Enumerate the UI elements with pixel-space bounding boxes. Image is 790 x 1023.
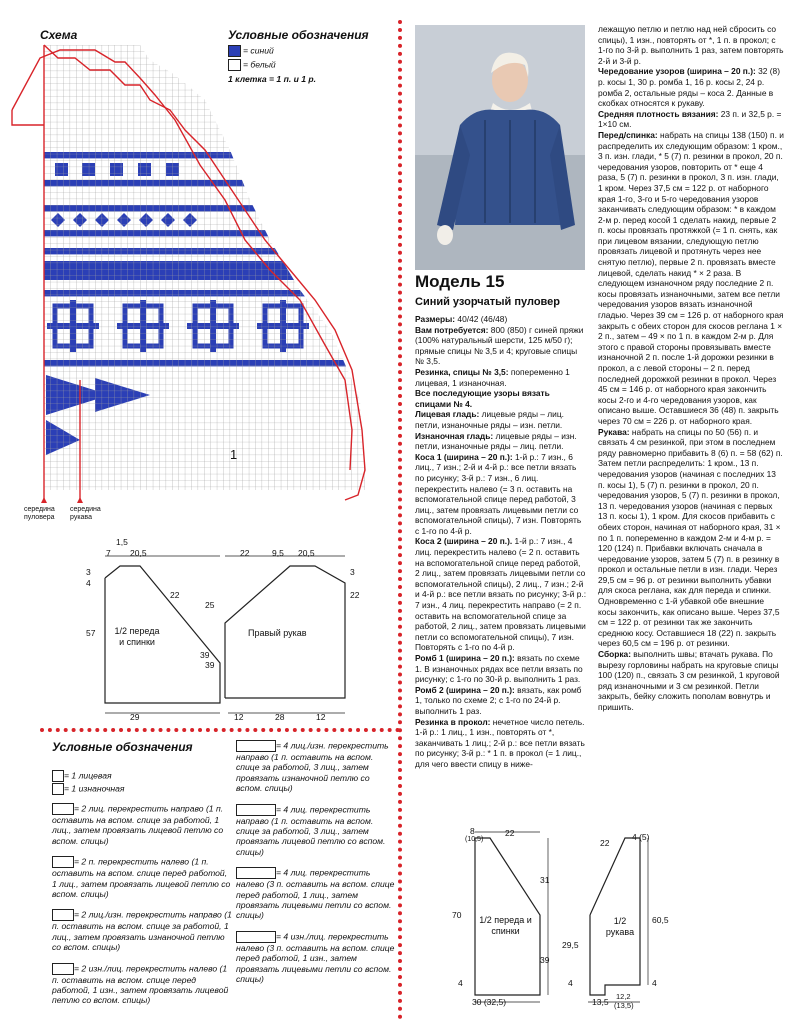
- dim-16: 39: [205, 660, 215, 670]
- col1-paragraph: [415, 431, 587, 452]
- symbols-col-left: [52, 770, 232, 1006]
- symbol-10: = 4 изн./лиц. перекрестить налево (3 п. оставить на вспом. спице перед работой, 1 изн., затем провязать лицевыми петли со вспом. спицы): [236, 931, 395, 985]
- symbol-7: = 4 лиц./изн. перекрестить направо (1 п. оставить на вспом. спице за работой, 3 лиц., затем провязать изнаночной петлю со вспом. спицы): [236, 740, 389, 794]
- dim2-3: 22: [505, 828, 515, 838]
- scheme-legend-title: Условные обозначения: [228, 28, 369, 42]
- dim2-17: 4: [458, 978, 463, 988]
- col2-paragraph-text: набрать на спицы 138 (150) п. и распределить их следующим образом: 1 кром., 3 п. изн. глади, * 5 (7) п. резинки в прокол, 20 п. чередования узоров, повторить от * еще 4 раза, 5 (7) п. резинки в прокол, 3 п. изн. глади, 1 кром. Через 37,5 см = 122 р. от наборного края 1-го, 3-го и 5-го чередования узоров заканчивать следующим образом: * в каждом 2-м р. перед косой 1 сделать накид, первые 2 п. косы провязать протяжкой (= 1 п. снять, как при лицевом вязании, следующую петлю провязать лицевой и протянуть через нее снятую петлю), первые 2 п. провязать вместе лицевой, сделать накид * × 2 раза. В следующем изнаночном ряду последние 2 п. косы провязать изнаночными, затем все петли чередования узоров вязать изнаночной гладью. Через 39 см = 126 р. от наборного края закрыть с обеих сторон для скосов реглана 1 × 2 п., затем – 49 × по 1 п. в каждом 2-м р. Для этого с правой стороны провязывать вместе изнаночной 2 п. после 1-й дорожки резинки в прокол, а с левой стороны – 2 п. перед последней дорожкой резинки в прокол. Через 45 см = 146 р. от наборного края закончить косы 2-го и 4-го чередования узоров, как описано выше. Оставшиеся 36 (48) п. закрыть через 70 см = 226 р. от наборного края.: [598, 129, 784, 426]
- colorwork-chart: [0, 0, 400, 530]
- dim-8: 39: [200, 650, 210, 660]
- right-sleeve-label: Правый рукав: [248, 628, 307, 638]
- dim-6: 22: [170, 590, 180, 600]
- dim2-9: 4 (5): [632, 832, 650, 842]
- col1-paragraph: [415, 388, 587, 409]
- symbol-9: = 4 лиц. перекрестить налево (3 п. оставить на вспом. спице перед работой, 1 лиц., затем провязать лицевыми петли со вспом. спицы): [236, 867, 395, 921]
- dim-19: 12: [316, 712, 326, 722]
- col1-paragraph-heading: Коса 2 (ширина – 20 п.).: [415, 536, 513, 547]
- legend-white: = белый: [243, 59, 276, 70]
- dim-9: 29: [130, 712, 140, 722]
- col2-paragraph: [598, 427, 784, 649]
- col1-paragraph-text: 1-й р.: 7 изн., 4 лиц. перекрестить налево (= 2 п. оставить на вспомогательной спице перед работой, 2 лиц., затем провязать лицевыми петли со вспомогательной спицы), 2 лиц., 7 изн.; 2-й и 4-й р.: все петли вязать по рисунку; 3-й р.: 7 изн., 4 лиц. перекрестить направо (= 2 п. оставить на вспомогательной спице за работой, 2 лиц., затем провязать лицевыми петли со вспомогательной спицы), 7 изн. Повторять с 1-го по 4-й р.: [415, 536, 587, 653]
- dim-4: 3: [86, 567, 91, 577]
- col2-paragraph-heading: Средняя плотность вязания:: [598, 108, 719, 119]
- col1-paragraph-heading: Лицевая гладь:: [415, 409, 480, 420]
- dim2-2: (10,5): [465, 836, 484, 843]
- col1-paragraph-text: 800 (850) г синей пряжи (100% натуральный шерсти, 125 м/50 г); прямые спицы № 3,5 и 4; круговые спицы № 3,5.: [415, 324, 584, 367]
- dim-10: 22: [240, 548, 250, 558]
- dim-15: 22: [350, 590, 360, 600]
- cross-right-symbol-icon: [52, 803, 74, 815]
- col2-paragraph-heading: Чередование узоров (ширина – 20 п.):: [598, 66, 756, 77]
- sleeve-half-label: 1/2 рукава: [605, 916, 635, 937]
- col2-paragraph-heading: Рукава:: [598, 426, 630, 437]
- col2-paragraph-text: выполнить швы; втачать рукава. По вырезу горловины набрать на круговые спицы 100 (120) п., связать 3 см резинкой, 1 круговой ряд изнаночными и 3 см резинкой. Петли закрыть, бейку сложить пополам вовнутрь и пришить.: [598, 649, 780, 712]
- dim-13: 3: [350, 567, 355, 577]
- col1-paragraph-heading: Размеры:: [415, 314, 456, 324]
- vertical-divider: [398, 20, 402, 1020]
- legend-cell: 1 клетка = 1 п. и 1 р.: [228, 74, 317, 84]
- col2-paragraph: [598, 649, 784, 713]
- dim2-6: 39: [540, 955, 550, 965]
- front-half-label-2: 1/2 переда и спинки: [479, 915, 532, 936]
- col1-paragraph-text: вязать по схеме 1. В изнаночных рядах все петли вязать по рисунку; с 1-го по 30-й р. выполнить 1 раз.: [415, 653, 583, 685]
- col2-paragraph-text: лежащую петлю и петлю над ней сбросить со спицы), 1 изн., повторять от *, 1 п. в прокол; с 1-го по 3-й р. выполнить 1 раз, затем повторять 2-й и 3-й р.: [598, 24, 784, 66]
- col1-paragraph: [415, 685, 587, 717]
- scheme-title: Схема: [40, 28, 78, 42]
- horizontal-divider: [40, 728, 400, 732]
- dim-5: 4: [86, 578, 91, 588]
- col1-paragraph-heading: Вам потребуется:: [415, 324, 489, 335]
- symbol-4: = 2 п. перекрестить налево (1 п. оставить на вспом. спице перед работой, 1 лиц., затем провязать лицевой петлю со вспом. спицы): [52, 856, 231, 900]
- col1-paragraph-text: лицевые ряды – лиц. петли, изнаночные ряды – изн. петли.: [415, 409, 564, 430]
- dim-11: 9,5: [272, 548, 284, 558]
- dim2-10: 60,5: [652, 915, 669, 925]
- symbol-5: = 2 лиц./изн. перекрестить направо (1 п. оставить на вспом. спице за работой, 1 лиц., затем провязать изнаночной петлю со вспом. спицы): [52, 909, 232, 953]
- model-photo: [415, 25, 585, 270]
- col1-paragraph-text: вязать, как ромб 1, только по схеме 2; с 1-го по 24-й р. выполнить 1 раз.: [415, 684, 582, 716]
- col1-paragraph-text: попеременно 1 лицевая, 1 изнаночная.: [415, 366, 570, 388]
- dim-14: 25: [205, 600, 215, 610]
- purl-symbol-icon: [52, 783, 64, 795]
- col2-paragraph: [598, 66, 784, 108]
- dim2-16: (13,5): [614, 1001, 634, 1010]
- col1-paragraph-heading: Резинка в прокол:: [415, 716, 491, 727]
- dim2-12: 4: [568, 978, 573, 988]
- dim2-15: 12,2: [616, 992, 631, 1001]
- symbol-6: = 2 изн./лиц. перекрестить налево (1 п. оставить на вспом. спице перед работой, 1 изн., затем провязать лицевой петлю со вспом. спицы): [52, 962, 229, 1006]
- col1-paragraph: [415, 325, 587, 367]
- col1-paragraph: [415, 717, 587, 770]
- col1-paragraph: [415, 314, 587, 325]
- col2-paragraph: [598, 109, 784, 130]
- label-center-sleeve: середина рукава: [70, 506, 101, 521]
- dim2-13: 4: [652, 978, 657, 988]
- col1-paragraph: [415, 367, 587, 388]
- col2-paragraph-text: 23 п. и 32,5 р. = 1×10 см.: [598, 108, 782, 130]
- col1-paragraph-heading: Ромб 1 (ширина – 20 п.):: [415, 653, 515, 663]
- col2-paragraph-heading: Сборка:: [598, 649, 631, 660]
- col1-paragraph-text: лицевые ряды – изн. петли, изнаночные ряды – лиц. петли.: [415, 430, 577, 452]
- col1-paragraph-heading: Ромб 2 (ширина – 20 п.):: [415, 684, 515, 695]
- cross4-right-symbol-icon: [236, 804, 276, 816]
- label-center-pullover: середина пуловера: [24, 506, 55, 521]
- symbols-title: Условные обозначения: [52, 740, 193, 754]
- dim-17: 12: [234, 712, 244, 722]
- dim2-8: 22: [600, 838, 610, 848]
- col1-paragraph: [415, 653, 587, 685]
- dim-3: 20,5: [130, 548, 147, 558]
- dim2-4: 31: [540, 875, 550, 885]
- article-column-2: [598, 24, 784, 713]
- article-title: Модель 15: [415, 272, 505, 291]
- photo-illustration: [415, 25, 585, 270]
- col1-paragraph: [415, 452, 587, 537]
- col1-paragraph-heading: Все последующие узоры вязать спицами № 4.: [415, 388, 550, 409]
- dim-1: 1,5: [116, 537, 128, 547]
- col2-paragraph-text: набрать на спицы по 50 (56) п. и связать 4 см резинкой, при этом в последнем ряду равномерно прибавить 8 (6) п. = 58 (62) п. Затем петли распределить: 1 кром., 13 п. чередования узоров (начиная с последних 13 п. косы 1), 5 (7) п. резинки в прокол, 20 п. чередования узоров, 5 (7) п. резинки в прокол, 13 п. чередования узоров (начиная с первых 13 п. косы 1), 1 кром. Для скосов прибавить с обеих сторон, начиная от наборного края, 31 × по 1 п. попеременно в каждом 2-м и 4-м р. = 120 (124) п. Прибавки включать сначала в чередование узоров, затем 5 (7) п. в резинку в прокол и остальные петли в изн. глади. Через 29,5 см = 96 р. от резинки выполнить убавки для скоса реглана, как для переда и спинки. Одновременно с 1-й убавкой обе внешние косы закончить, как описано выше. Через 37,5 см = 122 р. от резинки так же закончить среднюю косу. Оставшиеся 18 (22) п. закрыть через 60,5 см = 196 р. от резинки.: [598, 426, 783, 649]
- col1-paragraph-text: нечетное число петель. 1-й р.: 1 лиц., 1 изн., повторять от *, заканчивать 1 лиц.; 2-й р.: все петли вязать по рисунку; 3-й р.: * 1 п. в прокол (= 1 лиц., для чего ввести спицу в ниже-: [415, 716, 585, 769]
- article-subtitle: Синий узорчатый пуловер: [415, 296, 560, 308]
- col1-paragraph: [415, 409, 587, 430]
- cross-left-symbol-icon: [52, 856, 74, 868]
- symbol-2: = 1 изнаночная: [64, 783, 125, 794]
- legend-blue: = синий: [243, 45, 274, 56]
- col1-paragraph-heading: Изнаночная гладь:: [415, 430, 494, 441]
- knit-symbol-icon: [52, 770, 64, 782]
- dim2-11: 29,5: [562, 940, 579, 950]
- symbols-col-right: [236, 740, 396, 985]
- dim2-14: 13,5: [592, 997, 609, 1007]
- cross4-left-symbol-icon: [236, 867, 276, 879]
- col2-paragraph: [598, 130, 784, 427]
- cross-left-purl-symbol-icon: [52, 963, 74, 975]
- col1-paragraph-text: 1-й р.: 7 изн., 6 лиц., 7 изн.; 2-й и 4-й р.: все петли вязать по рисунку; 3-й р.: 7 изн., 6 лиц. перекрестить налево (= 3 п. оставить на вспомогательной спице перед работой, 3 лиц., затем провязать лицевыми петли со вспомогательной спицы), 7 изн. Повторять с 1-го по 4-й р.: [415, 451, 582, 536]
- dim2-1: 8: [470, 826, 475, 836]
- cross4-right-purl-symbol-icon: [236, 740, 276, 752]
- col1-paragraph-heading: Резинка, спицы № 3,5:: [415, 366, 509, 377]
- col1-paragraph: [415, 536, 587, 653]
- col1-paragraph-heading: Коса 1 (ширина – 20 п.):: [415, 451, 513, 462]
- cross-right-purl-symbol-icon: [52, 909, 74, 921]
- dim2-7: 30 (32,5): [472, 997, 507, 1007]
- col2-paragraph-text: 32 (8) р. косы 1, 30 р. ромба 1, 16 р. косы 2, 24 р. ромба 2, остальные ряды – коса 2. Данные в скобках относятся к рукаву.: [598, 66, 780, 109]
- col1-paragraph-text: 40/42 (46/48): [455, 314, 508, 324]
- dim-18: 28: [275, 712, 285, 722]
- symbol-3: = 2 лиц. перекрестить направо (1 п. оставить на вспом. спице за работой, 1 лиц., затем провязать лицевой петлю со вспом. спицы): [52, 803, 224, 846]
- front-half-label: 1/2 переда и спинки: [114, 626, 160, 647]
- col2-paragraph: [598, 24, 784, 66]
- dim-2: 7: [106, 548, 111, 558]
- dim-7: 57: [86, 628, 96, 638]
- dim-12: 20,5: [298, 548, 315, 558]
- symbol-8: = 4 лиц. перекрестить направо (1 п. оставить на вспом. спице за работой, 3 лиц., затем провязать лицевой петлю со вспом. спицы): [236, 803, 386, 857]
- symbol-1: = 1 лицевая: [64, 770, 112, 781]
- region-number: 1: [230, 447, 238, 462]
- dim2-5: 70: [452, 910, 462, 920]
- col2-paragraph-heading: Перед/спинка:: [598, 129, 658, 140]
- cross4-left-purl-symbol-icon: [236, 931, 276, 943]
- article-column-1: [415, 314, 587, 770]
